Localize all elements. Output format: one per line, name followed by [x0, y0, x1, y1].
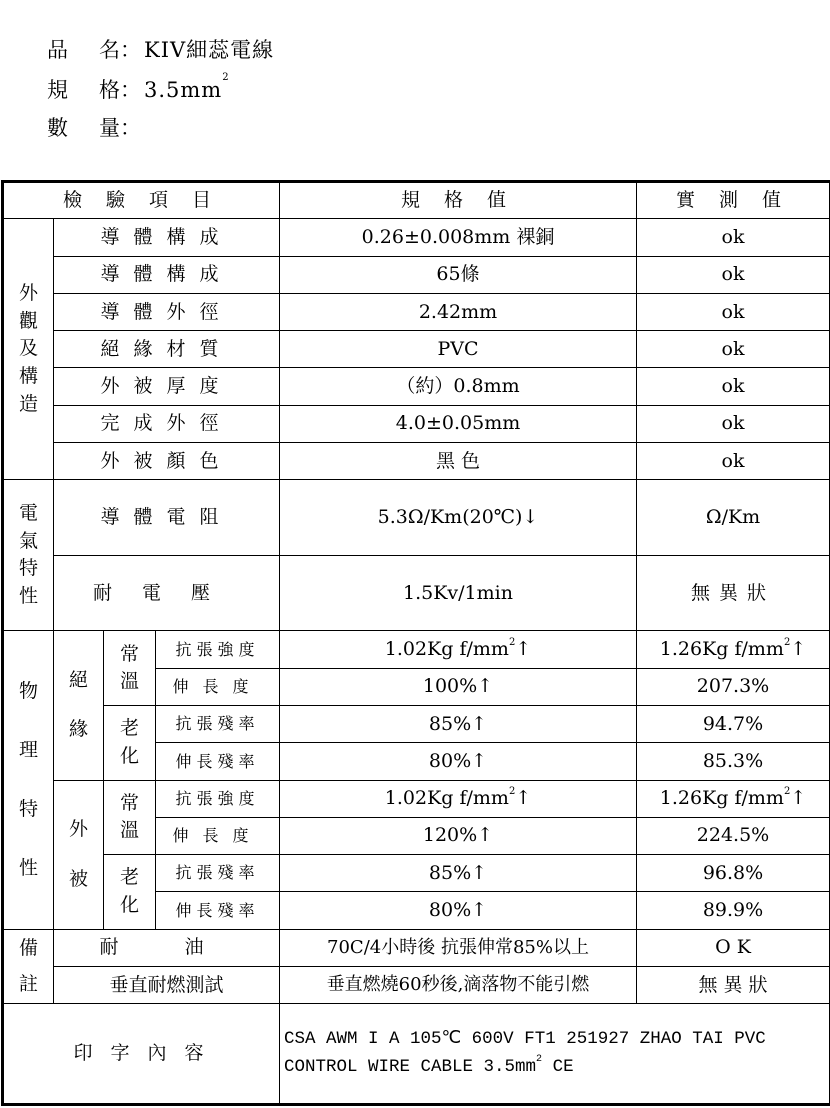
- spec-cell: 80%↑: [280, 743, 637, 780]
- item-cell: 完成外徑: [54, 405, 280, 442]
- group-physical: 物理特性: [3, 631, 54, 929]
- item-cell: 導體構成: [54, 219, 280, 256]
- table-row: [3, 293, 830, 330]
- group-electrical: 電氣特性: [3, 480, 54, 631]
- cond-aged: 老化: [104, 855, 156, 930]
- measured-cell: 1.26Kg $f/mm^2↑$: [637, 631, 830, 668]
- measured-cell: ok: [637, 256, 830, 293]
- table-row: [3, 780, 830, 817]
- product-name-value: KIV細蕊電線: [144, 38, 275, 62]
- measured-cell: 89.9%: [637, 892, 830, 929]
- spec-cell: 120%↑: [280, 817, 637, 854]
- table-row: [3, 219, 830, 256]
- item-cell: 伸長度: [156, 668, 280, 705]
- print-label: 印 字 內 容: [3, 1004, 280, 1105]
- table-row: [3, 1004, 830, 1105]
- spec-line: [47, 74, 230, 104]
- item-cell: 伸長殘率: [156, 743, 280, 780]
- item-cell: 伸長殘率: [156, 892, 280, 929]
- measured-cell: ok: [637, 331, 830, 368]
- table-row: [3, 631, 830, 668]
- measured-cell: ok: [637, 405, 830, 442]
- spec-cell: 80%↑: [280, 892, 637, 929]
- sub-jacket: 外被: [54, 780, 104, 929]
- spec-cell: 1.5Kv/1min: [280, 555, 637, 631]
- item-cell: 導體電阻: [54, 480, 280, 556]
- inspection-table: [1, 180, 830, 1106]
- header-measured: 實 測 值: [637, 182, 830, 219]
- item-cell: 外被厚度: [54, 368, 280, 405]
- table-row: [3, 929, 830, 966]
- measured-cell: ok: [637, 442, 830, 479]
- spec-cell: 0.26±0.008mm 裸銅: [280, 219, 637, 256]
- header-item: 檢 驗 項 目: [3, 182, 280, 219]
- cond-aged: 老化: [104, 705, 156, 780]
- measured-cell: 96.8%: [637, 855, 830, 892]
- item-cell: 導體構成: [54, 256, 280, 293]
- table-row: [3, 405, 830, 442]
- measured-cell: 無 異 狀: [637, 966, 830, 1003]
- table-row: [3, 966, 830, 1003]
- quantity-label: 數 量：: [47, 116, 141, 140]
- product-name-line: [47, 34, 274, 64]
- item-cell: 抗張殘率: [156, 705, 280, 742]
- group-appearance: 外觀及構造: [3, 219, 54, 480]
- spec-cell: 85%↑: [280, 705, 637, 742]
- table-row: [3, 368, 830, 405]
- header-spec: 規 格 值: [280, 182, 637, 219]
- item-cell: 耐電壓: [54, 555, 280, 631]
- item-cell: 導體外徑: [54, 293, 280, 330]
- spec-cell: 4.0±0.05mm: [280, 405, 637, 442]
- spec-value: 3.5mm: [144, 78, 223, 102]
- measured-cell: 85.3%: [637, 743, 830, 780]
- spec-cell: 5.3Ω/Km(20℃)↓: [280, 480, 637, 556]
- table-row: [3, 555, 830, 631]
- item-cell: 垂直耐燃測試: [54, 966, 280, 1003]
- spec-cell: 85%↑: [280, 855, 637, 892]
- cond-normal: 常溫: [104, 631, 156, 706]
- print-line-1: CSA AWM I A 105℃ 600V FT1 251927 ZHAO TAI PVC: [284, 1029, 766, 1050]
- spec-cell: 2.42mm: [280, 293, 637, 330]
- table-row: [3, 442, 830, 479]
- item-cell: 抗張殘率: [156, 855, 280, 892]
- group-remarks: 備註: [3, 929, 54, 1004]
- spec-cell: 1.02Kg $f/mm^2↑$: [280, 780, 637, 817]
- table-header-row: [3, 182, 830, 219]
- table-row: [3, 855, 830, 892]
- measured-cell: 1.26Kg $f/mm^2↑$: [637, 780, 830, 817]
- measured-cell: 207.3%: [637, 668, 830, 705]
- item-cell: 抗張強度: [156, 780, 280, 817]
- item-cell: 抗張強度: [156, 631, 280, 668]
- item-cell: 外被顏色: [54, 442, 280, 479]
- print-content: [280, 1004, 830, 1105]
- item-cell: 伸長度: [156, 817, 280, 854]
- measured-cell: ok: [637, 219, 830, 256]
- table-row: [3, 331, 830, 368]
- item-cell: 耐 油: [54, 929, 280, 966]
- measured-cell: 94.7%: [637, 705, 830, 742]
- table-row: [3, 705, 830, 742]
- print-line-2: CONTROL WIRE CABLE $3.5mm^2$ CE: [284, 1053, 574, 1077]
- sub-insulation: 絕緣: [54, 631, 104, 780]
- spec-cell: 70C/4小時後 抗張伸常85%以上: [280, 929, 637, 966]
- quantity-line: [47, 112, 144, 142]
- measured-cell: O K: [637, 929, 830, 966]
- spec-cell: 1.02Kg $f/mm^2↑$: [280, 631, 637, 668]
- spec-cell: 黑 色: [280, 442, 637, 479]
- product-name-label: 品 名：: [47, 38, 141, 62]
- measured-cell: 無異狀: [637, 555, 830, 631]
- measured-cell: ok: [637, 293, 830, 330]
- measured-cell: Ω/Km: [637, 480, 830, 556]
- spec-cell: （約）0.8mm: [280, 368, 637, 405]
- spec-cell: 垂直燃燒60秒後,滴落物不能引燃: [280, 966, 637, 1003]
- spec-cell: PVC: [280, 331, 637, 368]
- cond-normal: 常溫: [104, 780, 156, 855]
- item-cell: 絕緣材質: [54, 331, 280, 368]
- spec-sup: 2: [222, 72, 230, 83]
- spec-label: 規 格：: [47, 78, 141, 102]
- measured-cell: 224.5%: [637, 817, 830, 854]
- table-row: [3, 256, 830, 293]
- table-row: [3, 480, 830, 556]
- measured-cell: ok: [637, 368, 830, 405]
- spec-cell: 65條: [280, 256, 637, 293]
- spec-cell: 100%↑: [280, 668, 637, 705]
